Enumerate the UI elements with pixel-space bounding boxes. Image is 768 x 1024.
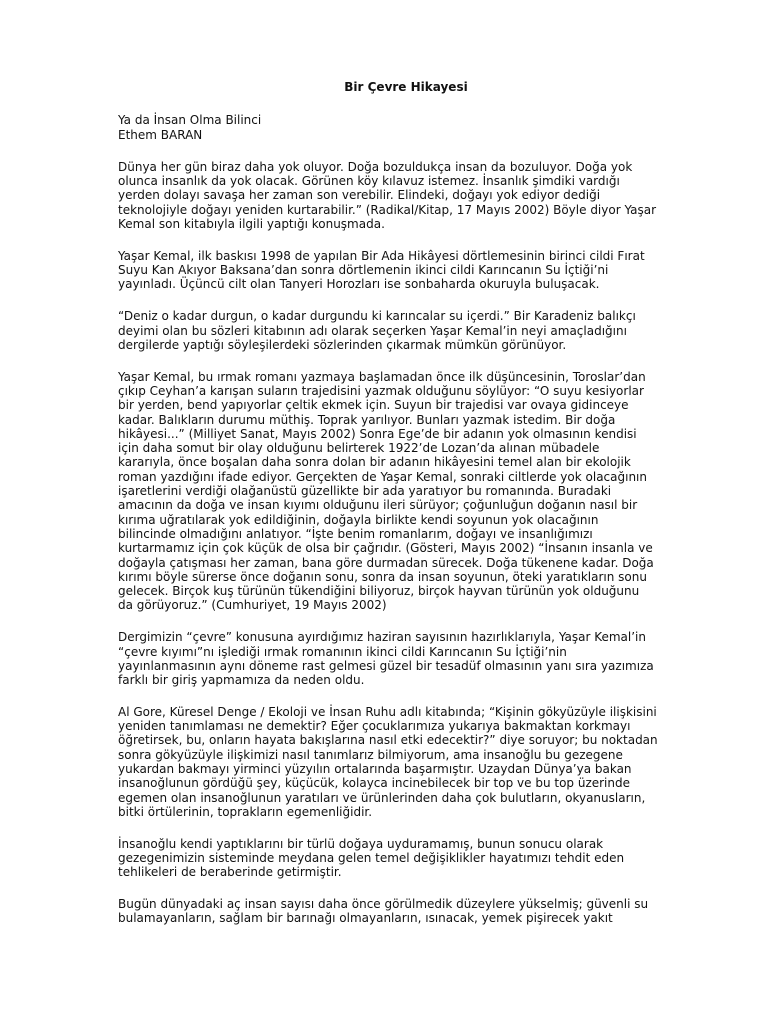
paragraph-1: Dünya her gün biraz daha yok oluyor. Doğa bozuldukça insan da bozuluyor. Doğa yok olunca insanlık da yok olacak. Görünen köy kılavuz istemez. İnsanlık şimdiki vardığı yerden dolayı savaşa her zaman son verebilir. Elindeki, doğayı yok ediyor dediği teknolojiyle doğayı yeniden kurtarabilir.” (Radikal/Kitap, 17 Mayıs 2002) Böyle diyor Yaşar Kemal son kitabıyla ilgili yaptığı konuşmada.	[118, 159, 657, 232]
paragraph-2: Yaşar Kemal, ilk baskısı 1998 de yapılan Bir Ada Hikâyesi dörtlemesinin birinci cildi Fırat Suyu Kan Akıyor Baksana’dan sonra dörtlemenin ikinci cildi Karıncanın Su İçtiği’ni yayınladı. Üçüncü cilt olan Tanyeri Horozları ise sonbaharda okuruyla buluşacak.	[118, 248, 645, 292]
paragraph-8: Bugün dünyadaki aç insan sayısı daha önce görülmedik düzeylere yükselmiş; güvenli su bulamayanların, sağlam bir barınağı olmayanların, ısınacak, yemek pişirecek yakıt	[118, 897, 649, 926]
paragraph-4: Yaşar Kemal, bu ırmak romanı yazmaya başlamadan önce ilk düşüncesinin, Toroslar’dan çıkıp Ceyhan’a karışan suların trajedisini yazmak olduğunu söylüyor: “O suyu kesiyorlar bir yerden, bend yapıyorlar çeltik ekmek için. Suyun bir trajedisi var ovaya gidinceye kadar. Balıkların durumu müthiş. Toprak yarılıyor. Bunları yazmak istedim. Bir doğa hikâyesi...” (Milliyet Sanat, Mayıs 2002) Sonra Ege’de bir adanın yok olmasının kendisi için daha somut bir olay olduğunu belirterek 1922’de Lozan’da alınan mübadele kararıyla, önce boşalan daha sonra dolan bir adanın hikâyesini temel alan bir ekolojik roman yazdığını ifade ediyor. Gerçekten de Yaşar Kemal, sonraki ciltlerde yok olacağının işaretlerini verdiği olağanüstü güzellikte bir ada yaratıyor bu romanında. Buradaki amacının da doğa ve insan kıyımı olduğunu ileri sürüyor; çoğunluğun doğanın nasıl bir kırıma uğratılarak yok edildiğinin, doğayla birlikte kendi soyunun yok olacağının bilincinde olmadığını anlatıyor. “İşte benim romanlarım, doğayı ve insanlığımızı kurtarmamız için çok küçük de olsa bir çağrıdır. (Gösteri, Mayıs 2002) “İnsanın insanla ve doğayla çatışması her zaman, bana göre durmadan sürecek. Doğa tükenene kadar. Doğa kırımı böyle sürerse önce doğanın sonu, sonra da insan soyunun, öteki yaratıkların sonu gelecek. Birçok kuş türünün tükendiğini biliyoruz, birçok hayvan türünün yok olduğunu da görüyoruz.” (Cumhuriyet, 19 Mayıs 2002)	[118, 369, 654, 613]
paragraph-6: Al Gore, Küresel Denge / Ekoloji ve İnsan Ruhu adlı kitabında; “Kişinin gökyüzüyle ilişkisini yeniden tanımlaması ne demektir? Eğer çocuklarımıza yukarıya bakmaktan korkmayı öğretirsek, bu, onların hayata bakışlarına nasıl etki edecektir?” diye soruyor; bu noktadan sonra gökyüzüyle ilişkimizi nasıl tanımlarız bilmiyorum, ama insanoğlu bu gezegene yukardan bakmayı yirminci yüzyılın ortalarında başarmıştır. Uzaydan Dünya’ya bakan insanoğlunun gördüğü şey, küçücük, kolayca incinebilecek bir top ve bu top üzerinde egemen olan insanoğlunun yaratıları ve ürünlerinden daha çok bulutların, okyanusların, bitki örtülerinin, toprakların egemenliğidir.	[118, 704, 658, 819]
paragraph-3: “Deniz o kadar durgun, o kadar durgundu ki karıncalar su içerdi.” Bir Karadeniz balıkçı deyimi olan bu sözleri kitabının adı olarak seçerken Yaşar Kemal’in neyi amaçladığını dergilerde yaptığı söyleşilerdeki sözlerinden çıkarmak mümkün görünüyor.	[118, 309, 636, 352]
document-author: Ethem BARAN	[118, 127, 203, 142]
document-subtitle: Ya da İnsan Olma Bilinci	[118, 113, 262, 128]
document-title: Bir Çevre Hikayesi	[344, 80, 468, 94]
document-page	[118, 80, 658, 943]
document-meta	[118, 113, 658, 142]
paragraph-7: İnsanoğlu kendi yaptıklarını bir türlü doğaya uyduramamış, bunun sonucu olarak gezegenimizin sisteminde meydana gelen temel değişiklikler hayatımızı tehdit eden tehlikeleri de beraberinde getirmiştir.	[118, 836, 625, 880]
paragraph-5: Dergimizin “çevre” konusuna ayırdığımız haziran sayısının hazırlıklarıyla, Yaşar Kemal’in “çevre kıyımı”nı işlediği ırmak romanının ikinci cildi Karıncanın Su İçtiği’nin yayınlanmasının aynı döneme rast gelmesi güzel bir tesadüf olmasının yanı sıra yazımıza farklı bir giriş yapmamıza da neden oldu.	[118, 630, 654, 688]
